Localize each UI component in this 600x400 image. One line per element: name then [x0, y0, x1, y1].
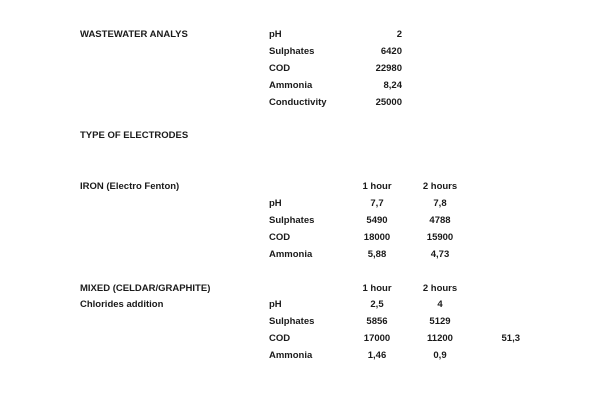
mixed-param-ammonia: Ammonia: [269, 350, 313, 361]
ww-value-sulphates: 6420: [380, 46, 402, 57]
ww-param-cod: COD: [269, 63, 291, 74]
iron-param-sulphates: Sulphates: [269, 215, 315, 226]
mixed-param-cod: COD: [269, 333, 291, 344]
ww-value-ammonia: 8,24: [383, 80, 402, 91]
mixed-subtitle: Chlorides addition: [80, 299, 164, 310]
iron-param-ammonia: Ammonia: [269, 249, 313, 260]
iron-ph-1h: 7,7: [370, 198, 384, 209]
ww-param-ph: pH: [269, 29, 282, 40]
mixed-param-ph: pH: [269, 299, 282, 310]
iron-col-2-hours: 2 hours: [422, 181, 458, 192]
ww-value-conductivity: 25000: [375, 97, 402, 108]
mixed-ph-2h: 4: [437, 299, 443, 310]
mixed-cod-extra-value: 51,3: [501, 333, 520, 344]
ww-value-ph: 2: [396, 29, 402, 40]
electrodes-heading: TYPE OF ELECTRODES: [80, 130, 189, 141]
iron-sulphates-2h: 4788: [429, 215, 451, 226]
mixed-sulphates-1h: 5856: [366, 316, 388, 327]
iron-ph-2h: 7,8: [433, 198, 447, 209]
iron-param-cod: COD: [269, 232, 291, 243]
mixed-ammonia-2h: 0,9: [433, 350, 447, 361]
iron-ammonia-1h: 5,88: [367, 249, 387, 260]
mixed-cod-2h: 11200: [427, 333, 453, 344]
iron-col-1-hour: 1 hour: [362, 181, 392, 192]
iron-sulphates-1h: 5490: [366, 215, 388, 226]
wastewater-title: WASTEWATER ANALYS: [80, 29, 188, 40]
mixed-title: MIXED (CELDAR/GRAPHITE): [80, 283, 211, 294]
iron-cod-1h: 18000: [363, 232, 391, 243]
ww-param-conductivity: Conductivity: [269, 97, 327, 108]
iron-cod-2h: 15900: [426, 232, 454, 243]
mixed-col-1-hour: 1 hour: [362, 283, 392, 294]
iron-title: IRON (Electro Fenton): [80, 181, 180, 192]
ww-param-ammonia: Ammonia: [269, 80, 313, 91]
mixed-ph-1h: 2,5: [370, 299, 384, 310]
iron-ammonia-2h: 4,73: [430, 249, 450, 260]
mixed-cod-1h: 17000: [363, 333, 391, 344]
mixed-sulphates-2h: 5129: [429, 316, 451, 327]
ww-value-cod: 22980: [375, 63, 402, 74]
iron-param-ph: pH: [269, 198, 282, 209]
mixed-param-sulphates: Sulphates: [269, 316, 315, 327]
ww-param-sulphates: Sulphates: [269, 46, 315, 57]
mixed-col-2-hours: 2 hours: [422, 283, 458, 294]
mixed-ammonia-1h: 1,46: [367, 350, 387, 361]
